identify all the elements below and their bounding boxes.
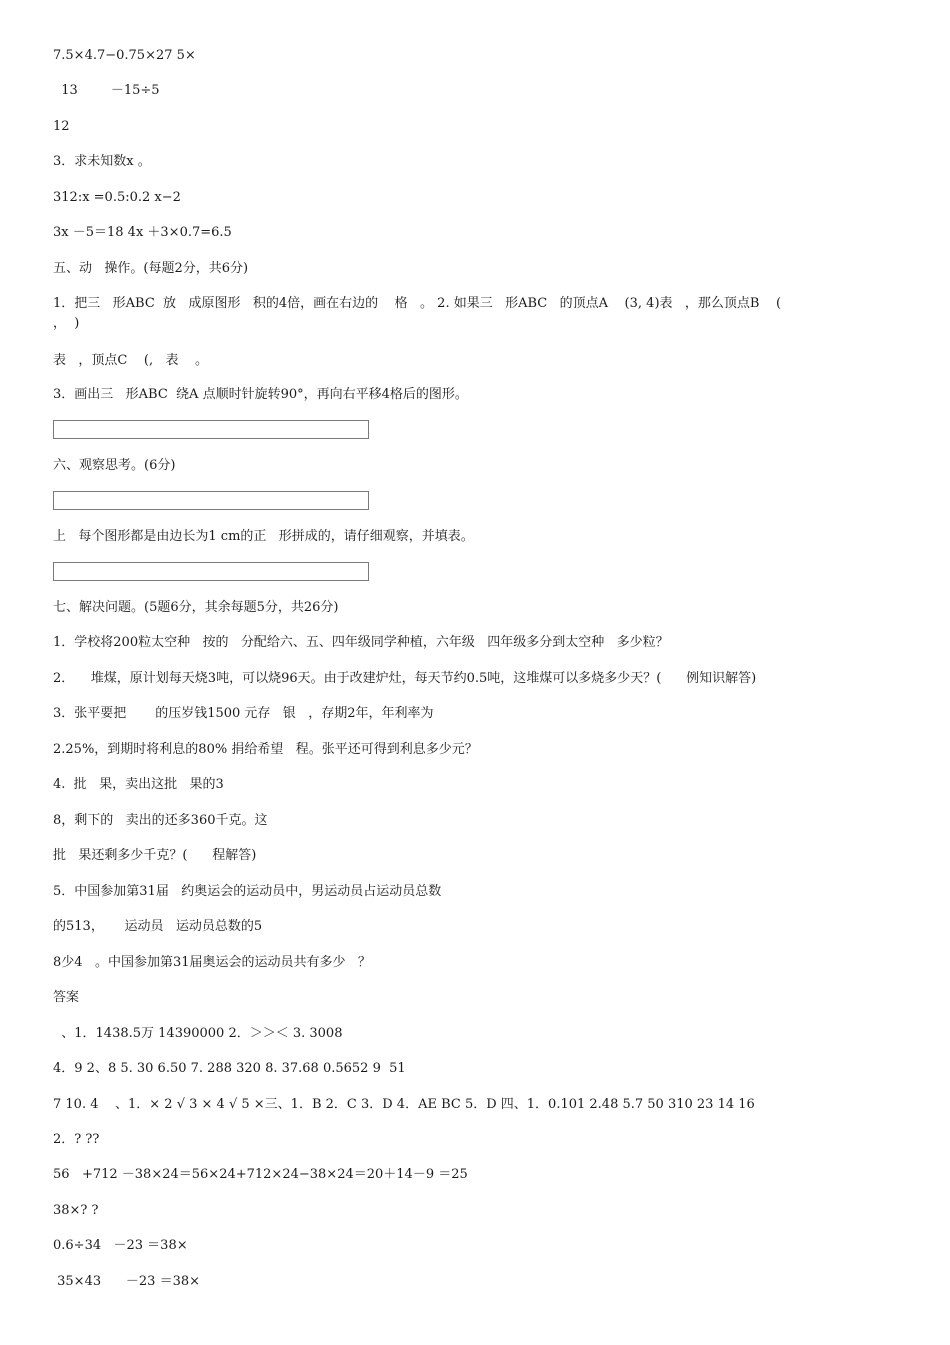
text-line: 表 ，顶点C (, 表 。 [53,353,209,368]
text-line: 3．张平要把 的压岁钱1500 元存 银 ，存期2年，年利率为 [53,706,434,721]
text-line: 0.6÷34 －23 ＝38× [53,1238,188,1253]
text-line: 3．画出三 形ABC 绕A 点顺时针旋转90°，再向右平移4格后的图形。 [53,387,468,402]
text-line: 312:x =0.5:0.2 x−2 [53,190,181,205]
section-heading: 五、动 操作。(每题2分，共6分) [53,261,249,276]
text-line: 3x －5＝18 4x ＋3×0.7=6.5 [53,225,232,240]
text-line: 7.5×4.7−0.75×27 5× [53,48,196,63]
text-line: 56 +712 －38×24＝56×24+712×24−38×24＝20＋14－9 ＝25 [53,1167,468,1182]
text-line: 3．求未知数x 。 [53,154,151,169]
text-line: ， ) [53,316,80,331]
text-line: 4．9 2、8 5. 30 6.50 7. 288 320 8. 37.68 0.5652 9 51 [53,1061,406,1076]
text-line: 4. 批 果，卖出这批 果的3 [53,777,224,792]
text-line: 38×? ? [53,1203,99,1218]
text-line: 1．把三 形ABC 放 成原图形 积的4倍，画在右边的 格 。 2. 如果三 形ABC 的顶点A (3, 4)表 ，那么顶点B ( [53,296,782,311]
figure-placeholder [53,491,369,510]
text-line: 5．中国参加第31届 约奥运会的运动员中，男运动员占运动员总数 [53,884,442,899]
text-line: 的513， 运动员 运动员总数的5 [53,919,263,934]
section-heading: 七、解决问题。(5题6分，其余每题5分，共26分) [53,600,339,615]
table-placeholder [53,562,369,581]
text-line: 2.25%，到期时将利息的80% 捐给希望 程。张平还可得到利息多少元？ [53,742,478,757]
text-line: 2．? ?? [53,1132,100,1147]
text-line: 12 [53,119,70,134]
text-line: 13 －15÷5 [53,83,160,98]
text-line: 8少4 。中国参加第31届奥运会的运动员共有多少 ？ [53,955,371,970]
text-line: 2． 堆煤，原计划每天烧3吨，可以烧96天。由于改建炉灶，每天节约0.5吨，这堆煤可以多烧多少天？( 例知识解答) [53,671,757,686]
text-line: 1．学校将200粒太空种 按的 分配给六、五、四年级同学种植，六年级 四年级多分到太空种 多少粒？ [53,635,669,650]
section-heading: 答案 [53,990,80,1005]
figure-placeholder [53,420,369,439]
text-line: 8，剩下的 卖出的还多360千克。这 [53,813,268,828]
text-line: 批 果还剩多少千克？( 程解答) [53,848,257,863]
text-line: 、1．1438.5万 14390000 2．＞＞＜ 3. 3008 [53,1026,343,1041]
text-line: 35×43 －23 ＝38× [53,1274,201,1289]
text-line: 7 10. 4 、1．× 2 √ 3 × 4 √ 5 ×三、1．B 2．C 3．D 4．AE BC 5．D 四、1．0.101 2.48 5.7 50 310 23 14 16 [53,1097,755,1112]
text-line: 上 每个图形都是由边长为1 cm的正 形拼成的，请仔细观察，并填表。 [53,529,474,544]
section-heading: 六、观察思考。(6分) [53,458,176,473]
